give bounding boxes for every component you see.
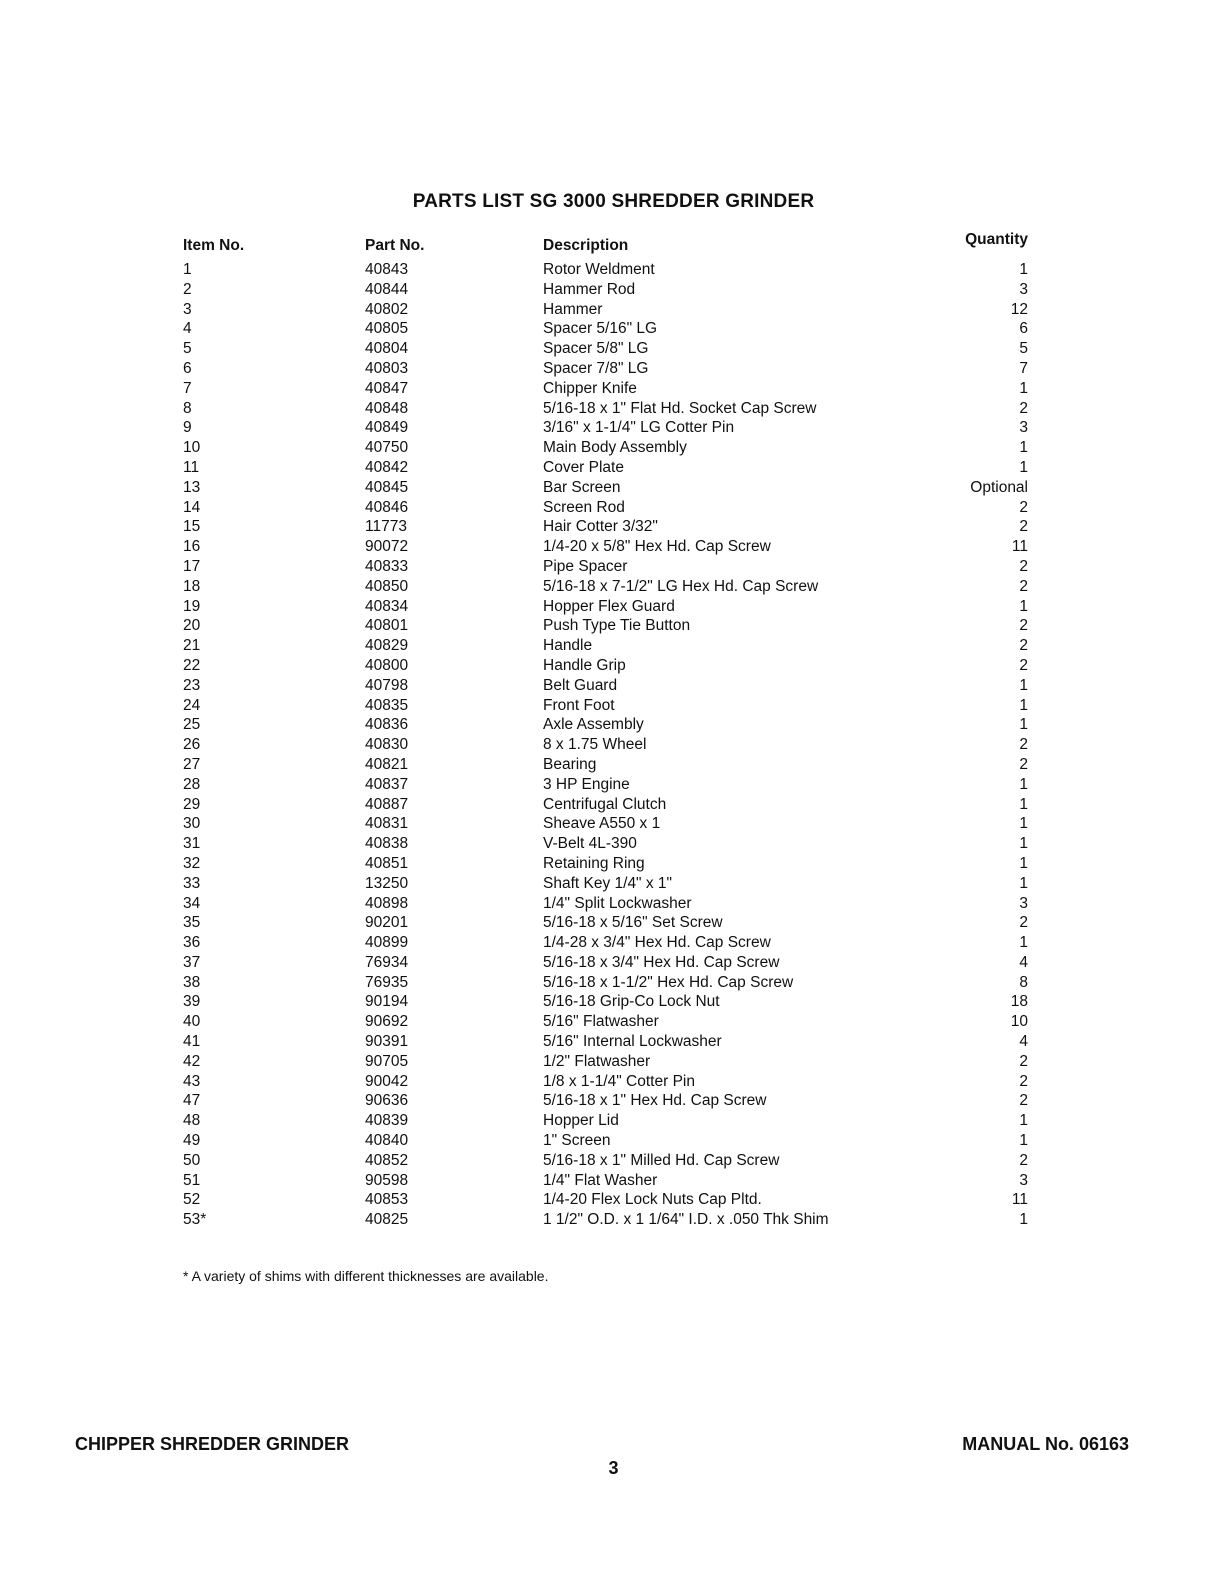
cell-part-no: 13250 [365,874,409,892]
cell-description: 8 x 1.75 Wheel [543,736,647,754]
cell-item-no: 1 [183,261,192,278]
cell-quantity: 7 [1019,359,1028,377]
footer-manual-number: MANUAL No. 06163 [962,1434,1129,1454]
table-row [183,755,1028,775]
cell-description: 3 HP Engine [543,775,630,793]
cell-part-no: 11773 [365,518,407,536]
table-body [183,260,1028,1230]
cell-quantity: 18 [1010,993,1028,1011]
table-row [183,438,1028,458]
table-row [183,636,1028,656]
table-row [183,557,1028,577]
footnote: * A variety of shims with different thicknesses are available. [183,1268,549,1284]
cell-part-no: 40800 [365,656,409,674]
cell-quantity: Optional [970,478,1028,496]
header-quantity: Quantity [965,231,1028,248]
cell-quantity: 1 [1019,716,1028,734]
table-row [183,1072,1028,1092]
table-row [183,1190,1028,1210]
cell-item-no: 11 [183,458,200,476]
table-row [183,478,1028,498]
table-row [183,517,1028,537]
cell-quantity: 2 [1019,557,1028,575]
cell-quantity: 1 [1019,815,1028,833]
cell-quantity: 1 [1019,597,1028,615]
table-row [183,280,1028,300]
cell-part-no: 90391 [365,1033,409,1051]
cell-quantity: 1 [1019,775,1028,793]
cell-item-no: 22 [183,656,201,674]
table-row [183,399,1028,419]
cell-item-no: 35 [183,914,201,932]
cell-part-no: 90072 [365,538,409,556]
cell-item-no: 32 [183,854,201,872]
cell-description: Rotor Weldment [543,261,655,278]
cell-quantity: 2 [1019,399,1028,417]
table-row [183,616,1028,636]
page-number: 3 [608,1458,619,1478]
cell-description: Main Body Assembly [543,439,687,457]
cell-item-no: 38 [183,973,201,991]
cell-part-no: 76934 [365,953,409,971]
cell-description: Centrifugal Clutch [543,795,667,813]
cell-description: V-Belt 4L-390 [543,835,637,853]
cell-part-no: 40845 [365,478,409,496]
cell-part-no: 40898 [365,894,409,912]
cell-item-no: 10 [183,439,201,457]
table-row [183,834,1028,854]
cell-item-no: 18 [183,577,201,595]
cell-description: Axle Assembly [543,716,644,734]
table-row [183,715,1028,735]
cell-quantity: 2 [1019,755,1028,773]
cell-part-no: 40842 [365,458,409,476]
cell-part-no: 40899 [365,934,409,952]
cell-part-no: 40837 [365,775,409,793]
table-row [183,854,1028,874]
cell-quantity: 1 [1019,854,1028,872]
cell-part-no: 90042 [365,1072,409,1090]
table-row [183,1032,1028,1052]
cell-description: 5/16-18 x 1" Hex Hd. Cap Screw [543,1092,767,1110]
cell-part-no: 40838 [365,835,409,853]
cell-quantity: 1 [1019,1112,1028,1130]
cell-quantity: 1 [1019,676,1028,694]
cell-part-no: 90636 [365,1092,409,1110]
footer-product-name: CHIPPER SHREDDER GRINDER [75,1434,350,1454]
header-part-no: Part No. [365,237,425,254]
cell-part-no: 40850 [365,577,409,595]
header-description: Description [543,237,629,254]
cell-quantity: 2 [1019,914,1028,932]
cell-quantity: 1 [1019,261,1028,278]
cell-item-no: 31 [183,835,201,853]
cell-part-no: 40851 [365,854,409,872]
cell-part-no: 40801 [365,617,409,635]
cell-quantity: 2 [1019,617,1028,635]
cell-item-no: 53* [183,1211,207,1229]
cell-item-no: 13 [183,478,201,496]
cell-part-no: 40887 [365,795,409,813]
cell-description: Spacer 7/8" LG [543,359,649,377]
cell-part-no: 40829 [365,637,409,655]
cell-description: 1/4-20 Flex Lock Nuts Cap Pltd. [543,1191,762,1209]
cell-part-no: 90705 [365,1052,409,1070]
cell-quantity: 1 [1019,458,1028,476]
cell-part-no: 40831 [365,815,409,833]
cell-part-no: 40852 [365,1151,409,1169]
cell-description: 5/16-18 x 1" Milled Hd. Cap Screw [543,1151,780,1169]
cell-quantity: 2 [1019,656,1028,674]
cell-part-no: 40846 [365,498,409,516]
cell-description: Chipper Knife [543,379,637,397]
cell-item-no: 26 [183,736,201,754]
cell-description: 5/16-18 x 1-1/2" Hex Hd. Cap Screw [543,973,794,991]
cell-description: Retaining Ring [543,854,645,872]
cell-description: 1" Screen [543,1132,611,1150]
table-row [183,597,1028,617]
cell-quantity: 2 [1019,577,1028,595]
cell-quantity: 2 [1019,637,1028,655]
cell-part-no: 40798 [365,676,409,694]
cell-item-no: 41 [183,1033,201,1051]
cell-item-no: 15 [183,518,201,536]
table-row [183,656,1028,676]
cell-description: 5/16-18 x 7-1/2" LG Hex Hd. Cap Screw [543,577,819,595]
cell-description: 1 1/2" O.D. x 1 1/64" I.D. x .050 Thk Shim [543,1211,829,1229]
table-row [183,676,1028,696]
cell-item-no: 36 [183,934,201,952]
cell-quantity: 1 [1019,934,1028,952]
table-row [183,795,1028,815]
cell-description: Spacer 5/16" LG [543,320,658,338]
cell-part-no: 40833 [365,557,409,575]
cell-part-no: 40843 [365,261,409,278]
cell-quantity: 1 [1019,1132,1028,1150]
cell-description: Handle [543,637,593,655]
table-header [183,232,1028,260]
cell-item-no: 5 [183,340,192,358]
table-row [183,319,1028,339]
cell-part-no: 90201 [365,914,409,932]
cell-part-no: 40847 [365,379,409,397]
cell-part-no: 40853 [365,1191,409,1209]
cell-quantity: 2 [1019,518,1028,536]
table-row [183,933,1028,953]
cell-quantity: 3 [1019,1171,1028,1189]
cell-description: Hopper Flex Guard [543,597,675,615]
cell-part-no: 40821 [365,755,409,773]
table-row [183,577,1028,597]
table-row [183,735,1028,755]
cell-part-no: 40840 [365,1132,409,1150]
table-row [183,814,1028,834]
cell-quantity: 2 [1019,1151,1028,1169]
cell-quantity: 1 [1019,696,1028,714]
cell-description: 5/16-18 x 1" Flat Hd. Socket Cap Screw [543,399,817,417]
cell-part-no: 40835 [365,696,409,714]
cell-part-no: 40803 [365,359,409,377]
cell-part-no: 40805 [365,320,409,338]
cell-quantity: 11 [1011,538,1028,556]
cell-quantity: 12 [1010,300,1028,318]
cell-item-no: 8 [183,399,192,417]
table-row [183,894,1028,914]
cell-item-no: 30 [183,815,201,833]
cell-quantity: 1 [1019,439,1028,457]
table-row [183,458,1028,478]
cell-item-no: 47 [183,1092,201,1110]
cell-quantity: 4 [1019,953,1028,971]
table-row [183,339,1028,359]
cell-part-no: 40848 [365,399,409,417]
table-row [183,1131,1028,1151]
cell-item-no: 39 [183,993,201,1011]
page-title: PARTS LIST SG 3000 SHREDDER GRINDER [412,191,815,212]
cell-part-no: 40802 [365,300,409,318]
cell-quantity: 3 [1019,419,1028,437]
cell-description: Bar Screen [543,478,621,496]
cell-item-no: 7 [183,379,192,397]
parts-table [183,232,1028,1230]
cell-description: Push Type Tie Button [543,617,691,635]
cell-item-no: 16 [183,538,201,556]
cell-description: 1/4" Split Lockwasher [543,894,692,912]
table-row [183,1091,1028,1111]
table-row [183,775,1028,795]
cell-quantity: 8 [1019,973,1028,991]
cell-quantity: 2 [1019,736,1028,754]
cell-description: 5/16-18 x 5/16" Set Screw [543,914,723,932]
table-row [183,1171,1028,1191]
cell-item-no: 2 [183,280,192,298]
cell-item-no: 3 [183,300,192,318]
cell-quantity: 1 [1019,1211,1028,1229]
table-row [183,498,1028,518]
cell-description: Hopper Lid [543,1112,619,1130]
cell-part-no: 40750 [365,439,409,457]
cell-description: Spacer 5/8" LG [543,340,649,358]
cell-description: Hair Cotter 3/32" [543,518,658,536]
cell-item-no: 14 [183,498,201,516]
cell-item-no: 42 [183,1052,201,1070]
cell-item-no: 49 [183,1132,201,1150]
cell-description: Front Foot [543,696,615,714]
cell-item-no: 43 [183,1072,201,1090]
table-row [183,1151,1028,1171]
table-row [183,874,1028,894]
cell-description: 5/16" Internal Lockwasher [543,1033,722,1051]
cell-quantity: 4 [1019,1033,1028,1051]
table-row [183,300,1028,320]
table-row [183,537,1028,557]
cell-part-no: 40844 [365,280,409,298]
cell-description: 1/2" Flatwasher [543,1052,651,1070]
cell-quantity: 2 [1019,498,1028,516]
cell-item-no: 48 [183,1112,201,1130]
cell-description: 1/8 x 1-1/4" Cotter Pin [543,1072,695,1090]
cell-quantity: 1 [1019,379,1028,397]
cell-description: Cover Plate [543,458,624,476]
cell-description: Handle Grip [543,656,626,674]
cell-item-no: 19 [183,597,201,615]
header-item-no: Item No. [183,237,245,254]
cell-description: Sheave A550 x 1 [543,815,661,833]
cell-part-no: 40830 [365,736,409,754]
table-row [183,913,1028,933]
cell-quantity: 2 [1019,1092,1028,1110]
cell-item-no: 23 [183,676,201,694]
cell-item-no: 9 [183,419,192,437]
cell-description: 5/16-18 x 3/4" Hex Hd. Cap Screw [543,953,780,971]
cell-quantity: 10 [1010,1013,1028,1031]
table-row [183,1012,1028,1032]
cell-item-no: 25 [183,716,201,734]
cell-description: 5/16" Flatwasher [543,1013,659,1031]
cell-part-no: 90692 [365,1013,409,1031]
cell-quantity: 3 [1019,894,1028,912]
cell-item-no: 33 [183,874,201,892]
cell-description: 1/4" Flat Washer [543,1171,658,1189]
cell-part-no: 40836 [365,716,409,734]
cell-quantity: 6 [1019,320,1028,338]
cell-description: Hammer Rod [543,280,636,298]
cell-part-no: 76935 [365,973,409,991]
cell-description: 3/16" x 1-1/4" LG Cotter Pin [543,419,735,437]
table-row [183,418,1028,438]
table-row [183,260,1028,280]
cell-description: 1/4-28 x 3/4" Hex Hd. Cap Screw [543,934,771,952]
cell-item-no: 6 [183,359,192,377]
cell-item-no: 37 [183,953,201,971]
table-row [183,1210,1028,1230]
cell-description: 1/4-20 x 5/8" Hex Hd. Cap Screw [543,538,771,556]
cell-part-no: 40804 [365,340,409,358]
cell-item-no: 40 [183,1013,201,1031]
cell-item-no: 20 [183,617,201,635]
table-row [183,359,1028,379]
cell-part-no: 40849 [365,419,409,437]
table-row [183,953,1028,973]
table-row [183,379,1028,399]
cell-item-no: 28 [183,775,201,793]
cell-quantity: 1 [1019,835,1028,853]
cell-description: Screen Rod [543,498,625,516]
cell-item-no: 24 [183,696,201,714]
table-row [183,696,1028,716]
cell-item-no: 29 [183,795,201,813]
cell-item-no: 34 [183,894,201,912]
cell-quantity: 1 [1019,874,1028,892]
cell-item-no: 51 [183,1171,201,1189]
cell-quantity: 1 [1019,795,1028,813]
table-row [183,1111,1028,1131]
table-row [183,1052,1028,1072]
cell-item-no: 27 [183,755,201,773]
cell-quantity: 2 [1019,1052,1028,1070]
cell-quantity: 5 [1019,340,1028,358]
table-row [183,973,1028,993]
cell-part-no: 90598 [365,1171,409,1189]
cell-item-no: 50 [183,1151,201,1169]
cell-item-no: 17 [183,557,201,575]
cell-description: Belt Guard [543,676,618,694]
cell-description: Bearing [543,755,597,773]
cell-part-no: 40839 [365,1112,409,1130]
cell-quantity: 3 [1019,280,1028,298]
cell-description: Hammer [543,300,603,318]
cell-description: Shaft Key 1/4" x 1" [543,874,673,892]
cell-item-no: 21 [183,637,201,655]
cell-quantity: 2 [1019,1072,1028,1090]
cell-part-no: 40825 [365,1211,409,1229]
table-row [183,992,1028,1012]
cell-item-no: 4 [183,320,192,338]
cell-quantity: 11 [1011,1191,1028,1209]
cell-item-no: 52 [183,1191,201,1209]
cell-part-no: 90194 [365,993,409,1011]
cell-description: Pipe Spacer [543,557,628,575]
cell-description: 5/16-18 Grip-Co Lock Nut [543,993,720,1011]
cell-part-no: 40834 [365,597,409,615]
